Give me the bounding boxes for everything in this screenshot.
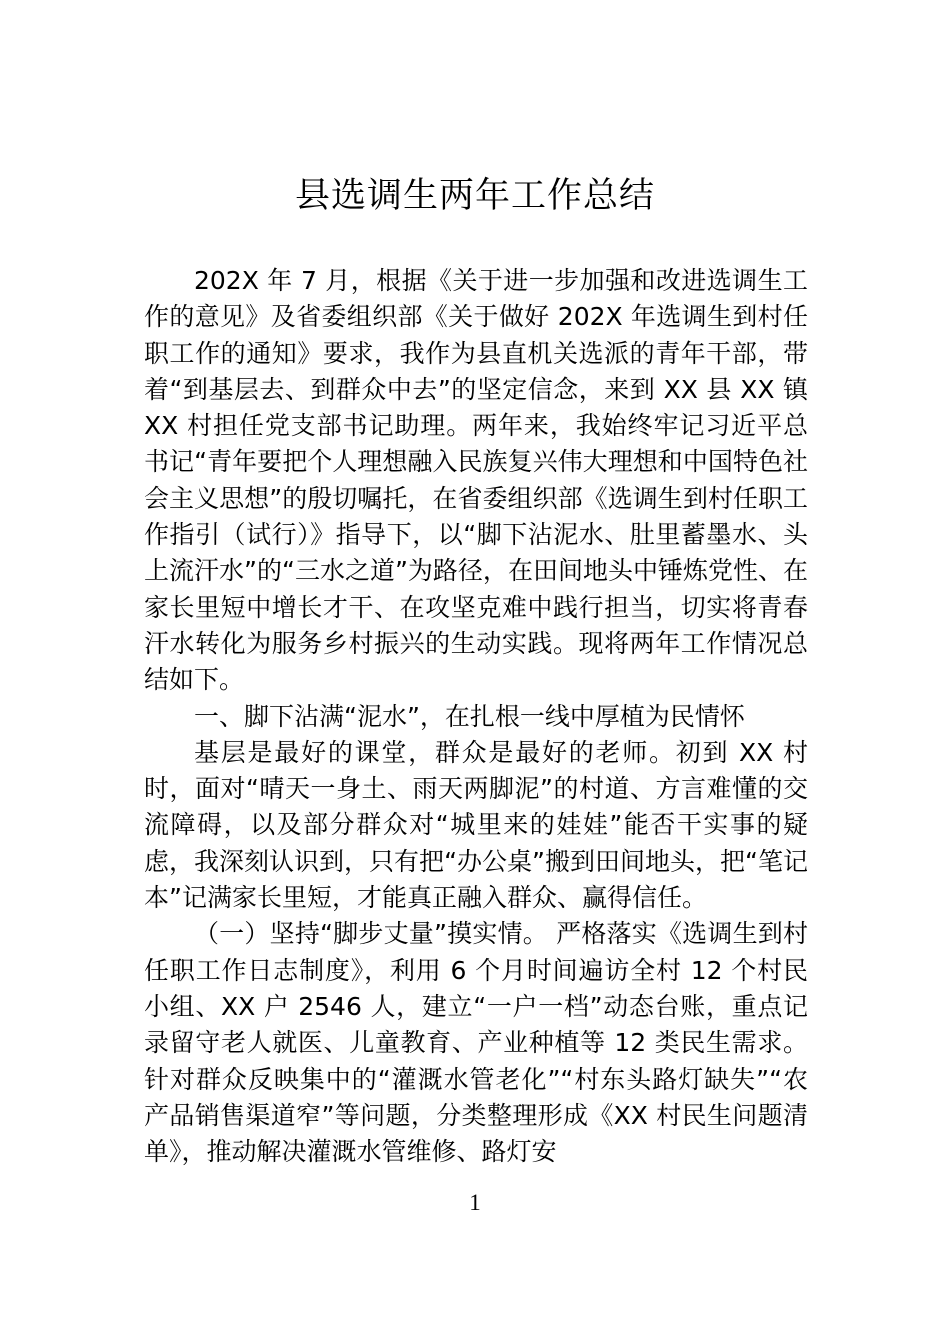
paragraph-intro: 202X 年 7 月，根据《关于进一步加强和改进选调生工作的意见》及省委组织部《关于做好 202X 年选调生到村任职工作的通知》要求，我作为县直机关选派的青年干部，带着“到基层去、到群众中去”的坚定信念，来到 XX 县 XX 镇 XX 村担任党支部书记助理。两年来，我始终牢记习近平总书记“青年要把个人理想融入民族复兴伟大理想和中国特色社会主义思想”的殷切嘱托，在省委组织部《选调生到村任职工作指引（试行）》指导下，以“脚下沾泥水、肚里蓄墨水、头上流汗水”的“三水之道”为路径，在田间地头中锤炼党性、在家长里短中增长才干、在攻坚克难中践行担当，切实将青春汗水转化为服务乡村振兴的生动实践。现将两年工作情况总结如下。 [144,266,808,695]
subsection-paragraph-1: （一）坚持“脚步丈量”摸实情。 严格落实《选调生到村任职工作日志制度》，利用 6 个月时间遍访全村 12 个村民小组、XX 户 2546 人，建立“一户一档”动态台账，重点记录留守老人就医、儿童教育、产业种植等 12 类民生需求。针对群众反映集中的“灌溉水管老化”“村东头路灯缺失”“农产品销售渠道窄”等问题，分类整理形成《XX 村民生问题清单》，推动解决灌溉水管维修、路灯安 [144,919,808,1167]
section-heading-1: 一、脚下沾满“泥水”，在扎根一线中厚植为民情怀 [194,701,745,731]
document-title: 县选调生两年工作总结 [294,176,655,216]
page-number: 1 [469,1190,481,1215]
document-body [144,263,808,1170]
paragraph-section-1: 基层是最好的课堂，群众是最好的老师。初到 XX 村时，面对“晴天一身土、雨天两脚泥”的村道、方言难懂的交流障碍，以及部分群众对“城里来的娃娃”能否干实事的疑虑，我深刻认识到，只有把“办公桌”搬到田间地头，把“笔记本”记满家长里短，才能真正融入群众、赢得信任。 [144,737,808,913]
